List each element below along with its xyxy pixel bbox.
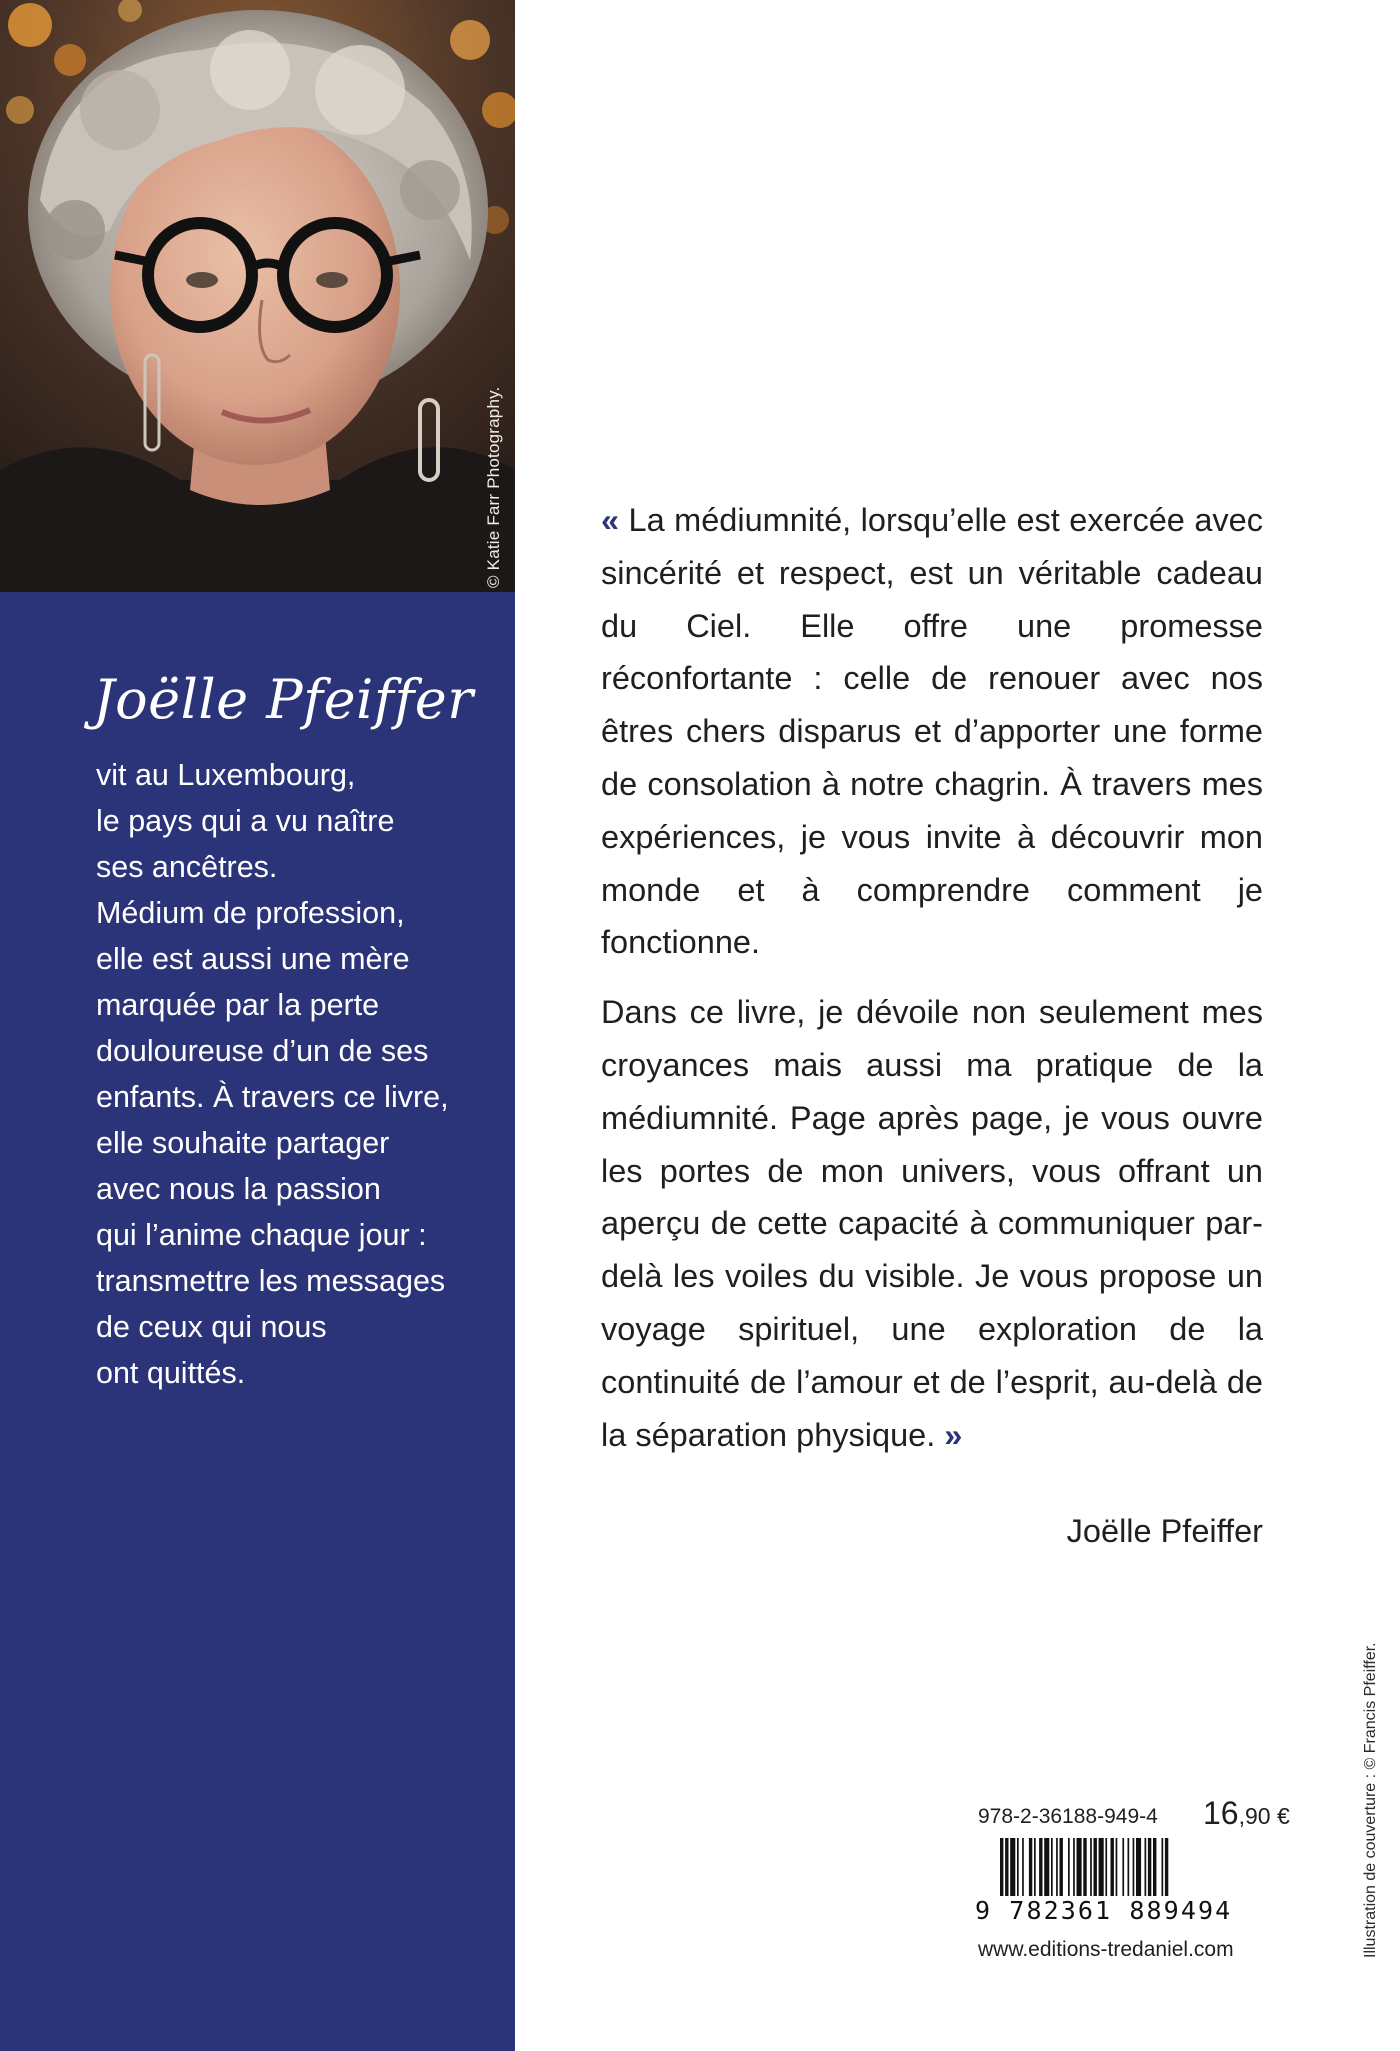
bio-line: de ceux qui nous [96,1310,327,1344]
author-name: Joëlle Pfeiffer [93,668,474,731]
quote-paragraph-2-text: Dans ce livre, je dévoile non seulement mes croyances mais aussi ma pratique de la médiumnité. Page après page, je vous ouvre les portes de mon univers, vous offrant un aperçu de cette capacité à communiquer par-delà les voiles du visible. Je vous propose un voyage spirituel, une exploration de la continuité de l’amour et de l’esprit, au-delà de la séparation physique. [601,994,1263,1453]
photo-credit: © Katie Farr Photography. [484,386,503,588]
bio-line: douloureuse d’un de ses [96,1034,429,1068]
quote-signature: Joëlle Pfeiffer [1066,1513,1263,1549]
isbn-number: 978-2-36188-949-4 [978,1805,1158,1828]
bio-line: ont quittés. [96,1356,246,1390]
price [1203,1795,1290,1832]
bio-line: marquée par la perte [96,988,380,1022]
quote-paragraph-2 [601,986,1263,1461]
bio-line: ses ancêtres. [96,850,278,884]
bio-line: qui l’anime chaque jour : [96,1218,427,1252]
bio-line: elle est aussi une mère [96,942,410,976]
back-cover-quote [601,494,1263,1461]
price-main: 16 [1203,1795,1239,1831]
bio-line: vit au Luxembourg, [96,758,356,792]
barcode-digits: 9 782361 889494 [975,1896,1265,1925]
open-quote-mark: « [601,502,620,538]
author-photo [0,0,515,592]
bio-line: Médium de profession, [96,896,405,930]
bio-line: le pays qui a vu naître [96,804,395,838]
close-quote-mark: » [944,1416,963,1453]
bio-line: avec nous la passion [96,1172,381,1206]
quote-paragraph-1-text: La médiumnité, lorsqu’elle est exercée avec sincérité et respect, est un véritable cadeau du Ciel. Elle offre une promesse réconfortante : celle de renouer avec nos êtres chers disparus et d’apporter une forme de consolation à notre chagrin. À travers mes expériences, je vous invite à découvrir mon monde et à comprendre comment je fonctionne. [601,502,1263,961]
price-cents: ,90 € [1238,1803,1290,1829]
author-panel [0,0,515,2051]
bio-line: transmettre les messages [96,1264,446,1298]
bio-line: enfants. À travers ce livre, [96,1080,449,1114]
quote-paragraph-1 [601,494,1263,969]
cover-illustration-credit: Illustration de couverture : © Francis Pfeiffer. [1362,1642,1379,1958]
bio-line: elle souhaite partager [96,1126,390,1160]
author-bio [96,752,506,1396]
publisher-url: www.editions-tredaniel.com [978,1938,1234,1961]
author-portrait-image [0,0,515,592]
